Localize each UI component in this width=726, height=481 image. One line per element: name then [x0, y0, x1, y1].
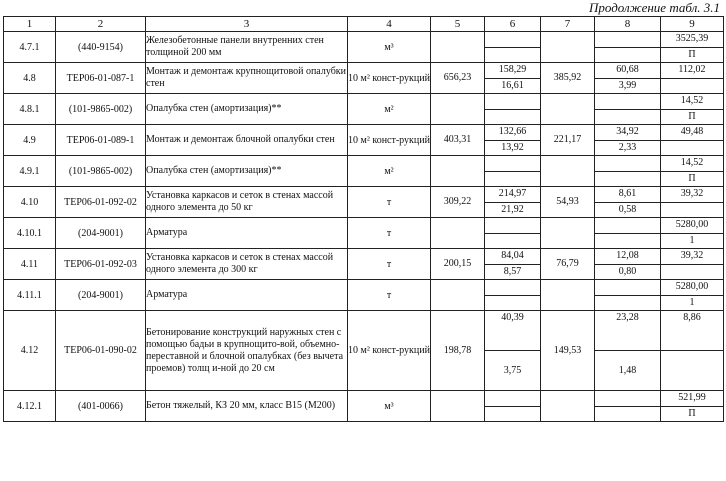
- col9-cell: [661, 94, 724, 125]
- work-name: [146, 32, 348, 63]
- work-name: [146, 311, 348, 391]
- col5-cell: [431, 63, 485, 94]
- table-row: [4, 63, 724, 94]
- col7-cell: [541, 125, 595, 156]
- col-header: 5: [431, 17, 485, 32]
- col9-cell: [661, 32, 724, 63]
- work-name: [146, 218, 348, 249]
- col9-cell: [661, 218, 724, 249]
- col9-top: 8,86: [661, 311, 723, 351]
- col8-cell: [595, 311, 661, 391]
- col5-cell: [431, 125, 485, 156]
- row-number-text: 4.9.1: [19, 165, 40, 177]
- col6-top: 84,04: [485, 249, 540, 265]
- col8-bottom: [595, 172, 660, 187]
- work-name: [146, 249, 348, 280]
- col6-top: [485, 391, 540, 407]
- col8-top: 12,08: [595, 249, 660, 265]
- rate-code-text: (204-9001): [78, 289, 123, 301]
- col6-top: 132,66: [485, 125, 540, 141]
- rate-code: [56, 94, 146, 125]
- row-number-text: 4.7.1: [19, 41, 40, 53]
- col9-bottom: П: [688, 111, 696, 123]
- col8-cell: [595, 32, 661, 63]
- work-name: [146, 187, 348, 218]
- unit-text: 10 м² конст-рукций: [348, 134, 430, 146]
- col7-value: 221,17: [553, 134, 582, 145]
- col9-bottom: 1: [689, 235, 695, 247]
- col9-cell: [661, 63, 724, 94]
- col8-bottom: [595, 234, 660, 249]
- col8-cell: [595, 156, 661, 187]
- col9-bottom: [661, 203, 723, 218]
- col6-cell: [485, 391, 541, 422]
- col9-bottom: П: [688, 49, 696, 61]
- col8-top: 23,28: [595, 311, 660, 351]
- unit: [348, 63, 431, 94]
- rate-code: [56, 218, 146, 249]
- col8-cell: [595, 249, 661, 280]
- col5-value: 200,15: [443, 258, 472, 269]
- unit-text: м²: [384, 165, 394, 177]
- col6-bottom: 3,75: [503, 365, 522, 376]
- col5-value: 198,78: [443, 344, 472, 356]
- work-name-text: Монтаж и демонтаж крупнощитовой опалубки стен: [146, 66, 346, 89]
- col-header: 9: [661, 17, 724, 32]
- unit-text: м²: [384, 103, 394, 115]
- unit: [348, 187, 431, 218]
- col5-cell: [431, 280, 485, 311]
- table-caption: Продолжение табл. 3.1: [589, 0, 720, 15]
- col9-cell: [661, 311, 724, 391]
- col6-top: 158,29: [485, 63, 540, 79]
- work-name-text: Установка каркасов и сеток в стенах массой одного элемента до 50 кг: [146, 190, 334, 213]
- row-number-text: 4.11.1: [17, 289, 42, 301]
- col8-cell: [595, 187, 661, 218]
- unit: [348, 249, 431, 280]
- col9-top: 112,02: [661, 63, 723, 79]
- col6-top: [485, 218, 540, 234]
- col7-cell: [541, 94, 595, 125]
- unit: [348, 125, 431, 156]
- rate-code: [56, 32, 146, 63]
- col9-cell: [661, 187, 724, 218]
- rate-code: [56, 311, 146, 391]
- row-number-text: 4.9: [23, 134, 36, 146]
- col7-cell: [541, 187, 595, 218]
- col9-top: 521,99: [661, 391, 723, 407]
- rate-code: [56, 391, 146, 422]
- col6-cell: [485, 63, 541, 94]
- col7-cell: [541, 156, 595, 187]
- rate-code: [56, 63, 146, 94]
- table-row: [4, 218, 724, 249]
- col6-cell: [485, 249, 541, 280]
- work-name-text: Бетонирование конструкций наружных стен с помощью бадьи в крупнощито-вой, объемно-переставной и блочной опалубках (без вычета проемов) толщ и-ной до 20 см: [146, 326, 344, 374]
- col6-bottom: 21,92: [501, 204, 524, 216]
- col9-bottom: П: [688, 408, 696, 420]
- work-name-text: Опалубка стен (амортизация)**: [146, 165, 282, 176]
- unit-text: т: [386, 258, 392, 270]
- unit: [348, 280, 431, 311]
- col7-cell: [541, 280, 595, 311]
- col9-top: 39,32: [661, 187, 723, 203]
- unit: [348, 218, 431, 249]
- rate-code-text: (101-9865-002): [68, 103, 133, 115]
- col9-top: 39,32: [661, 249, 723, 265]
- col5-value: 656,23: [443, 72, 472, 83]
- col6-cell: [485, 125, 541, 156]
- col7-cell: [541, 391, 595, 422]
- col8-bottom: 0,80: [618, 266, 637, 278]
- col5-value: 309,22: [443, 196, 472, 207]
- col6-top: [485, 32, 540, 48]
- row-number: [4, 218, 56, 249]
- col8-top: [595, 156, 660, 172]
- unit: [348, 94, 431, 125]
- unit: [348, 156, 431, 187]
- table-row: [4, 187, 724, 218]
- col7-cell: [541, 311, 595, 391]
- table-row: [4, 280, 724, 311]
- col-header: 2: [56, 17, 146, 32]
- row-number: [4, 187, 56, 218]
- col6-cell: [485, 187, 541, 218]
- col8-bottom: 2,33: [618, 142, 637, 154]
- rate-code: [56, 156, 146, 187]
- row-number-text: 4.11: [20, 258, 39, 270]
- estimate-table: [3, 16, 724, 422]
- rate-code: [56, 249, 146, 280]
- rate-code-text: ТЕР06-01-087-1: [66, 72, 135, 84]
- col7-value: 76,79: [556, 258, 579, 269]
- table-row: [4, 249, 724, 280]
- col6-cell: [485, 218, 541, 249]
- col5-cell: [431, 249, 485, 280]
- row-number-text: 4.10.1: [17, 227, 42, 239]
- unit-text: т: [386, 196, 392, 208]
- work-name-text: Бетон тяжелый, КЗ 20 мм, класс В15 (М200): [146, 400, 336, 411]
- work-name: [146, 94, 348, 125]
- col6-bottom: [485, 172, 540, 187]
- col6-bottom: 13,92: [501, 142, 524, 154]
- unit-text: м³: [384, 41, 394, 53]
- work-name-text: Арматура: [146, 227, 188, 238]
- col9-cell: [661, 249, 724, 280]
- col6-bottom: [485, 110, 540, 125]
- work-name-text: Монтаж и демонтаж блочной опалубки стен: [146, 134, 335, 145]
- col9-top: 14,52: [661, 94, 723, 110]
- table-row: [4, 32, 724, 63]
- col6-bottom: [485, 296, 540, 311]
- rate-code: [56, 187, 146, 218]
- work-name-text: Железобетонные панели внутренних стен толщиной 200 мм: [146, 35, 324, 58]
- unit-text: т: [386, 289, 392, 301]
- rate-code: [56, 280, 146, 311]
- row-number: [4, 156, 56, 187]
- col9-top: 49,48: [661, 125, 723, 141]
- col-header: 6: [485, 17, 541, 32]
- col9-bottom: 1: [689, 297, 695, 309]
- rate-code-text: (401-0066): [78, 400, 123, 412]
- col6-bottom: 16,61: [501, 80, 524, 92]
- col9-cell: [661, 280, 724, 311]
- col9-top: 5280,00: [661, 218, 723, 234]
- col8-top: [595, 218, 660, 234]
- col6-cell: [485, 32, 541, 63]
- row-number-text: 4.8.1: [19, 103, 40, 115]
- col6-cell: [485, 156, 541, 187]
- row-number-text: 4.12.1: [17, 400, 42, 412]
- col8-cell: [595, 125, 661, 156]
- table-row: [4, 156, 724, 187]
- col6-top: 40,39: [485, 311, 540, 351]
- col5-cell: [431, 311, 485, 391]
- col8-bottom: 0,58: [618, 204, 637, 216]
- col8-bottom: [595, 296, 660, 311]
- rate-code-text: (440-9154): [78, 41, 123, 53]
- col7-cell: [541, 249, 595, 280]
- row-number: [4, 311, 56, 391]
- col8-top: [595, 280, 660, 296]
- row-number: [4, 94, 56, 125]
- col8-bottom: [595, 110, 660, 125]
- work-name: [146, 391, 348, 422]
- col7-value: 149,53: [553, 344, 582, 356]
- col7-cell: [541, 63, 595, 94]
- col5-cell: [431, 32, 485, 63]
- col-header: 3: [146, 17, 348, 32]
- col8-bottom: 3,99: [618, 80, 637, 92]
- work-name: [146, 156, 348, 187]
- rate-code-text: (101-9865-002): [68, 165, 133, 177]
- col8-cell: [595, 218, 661, 249]
- col6-bottom: [485, 407, 540, 422]
- unit-text: м³: [384, 400, 394, 412]
- table-row: [4, 125, 724, 156]
- col6-top: [485, 156, 540, 172]
- col9-top: 14,52: [661, 156, 723, 172]
- rate-code-text: ТЕР06-01-089-1: [66, 134, 135, 146]
- row-number: [4, 280, 56, 311]
- col6-cell: [485, 94, 541, 125]
- unit: [348, 32, 431, 63]
- work-name-text: Арматура: [146, 289, 188, 300]
- header-row: [4, 17, 724, 32]
- col8-cell: [595, 391, 661, 422]
- row-number: [4, 249, 56, 280]
- col6-bottom: 8,57: [503, 266, 522, 278]
- col6-bottom: [485, 234, 540, 249]
- table-row: [4, 94, 724, 125]
- unit: [348, 391, 431, 422]
- rate-code-text: ТЕР06-01-090-02: [64, 345, 137, 356]
- col6-top: [485, 280, 540, 296]
- rate-code: [56, 125, 146, 156]
- row-number: [4, 125, 56, 156]
- col6-bottom: [485, 48, 540, 63]
- col8-cell: [595, 280, 661, 311]
- col6-cell: [485, 280, 541, 311]
- row-number-text: 4.12: [20, 345, 39, 356]
- col8-cell: [595, 63, 661, 94]
- row-number-text: 4.10: [20, 196, 39, 208]
- col9-cell: [661, 391, 724, 422]
- col8-bottom: [595, 407, 660, 422]
- col6-top: 214,97: [485, 187, 540, 203]
- col8-top: [595, 94, 660, 110]
- work-name: [146, 280, 348, 311]
- col9-bottom: [661, 141, 723, 156]
- col9-top: 3525,39: [661, 32, 723, 48]
- row-number: [4, 391, 56, 422]
- col5-cell: [431, 187, 485, 218]
- col9-bottom: П: [688, 173, 696, 185]
- col8-top: 34,92: [595, 125, 660, 141]
- col9-bottom: [661, 351, 723, 390]
- work-name-text: Установка каркасов и сеток в стенах массой одного элемента до 300 кг: [146, 252, 334, 275]
- col-header: 4: [348, 17, 431, 32]
- row-number: [4, 32, 56, 63]
- col5-value: 403,31: [443, 134, 472, 145]
- col7-value: 54,93: [556, 196, 579, 207]
- col9-cell: [661, 156, 724, 187]
- row-number-text: 4.8: [23, 72, 36, 84]
- work-name: [146, 63, 348, 94]
- col5-cell: [431, 156, 485, 187]
- unit-text: 10 м² конст-рукций: [348, 345, 430, 356]
- col9-bottom: [661, 79, 723, 94]
- col8-top: [595, 32, 660, 48]
- col6-top: [485, 94, 540, 110]
- col9-top: 5280,00: [661, 280, 723, 296]
- col-header: 8: [595, 17, 661, 32]
- table-row: [4, 311, 724, 391]
- unit: [348, 311, 431, 391]
- col8-bottom: [595, 48, 660, 63]
- rate-code-text: (204-9001): [78, 227, 123, 239]
- work-name-text: Опалубка стен (амортизация)**: [146, 103, 282, 114]
- table-row: [4, 391, 724, 422]
- rate-code-text: ТЕР06-01-092-02: [64, 196, 137, 208]
- col8-top: [595, 391, 660, 407]
- col5-cell: [431, 94, 485, 125]
- col5-cell: [431, 218, 485, 249]
- col7-value: 385,92: [553, 72, 582, 83]
- col-header: 1: [4, 17, 56, 32]
- col7-cell: [541, 218, 595, 249]
- unit-text: 10 м² конст-рукций: [348, 72, 430, 84]
- col8-bottom: 1,48: [618, 365, 637, 376]
- col9-bottom: [661, 265, 723, 280]
- row-number: [4, 63, 56, 94]
- col8-top: 60,68: [595, 63, 660, 79]
- col8-top: 8,61: [595, 187, 660, 203]
- unit-text: т: [386, 227, 392, 239]
- col8-cell: [595, 94, 661, 125]
- col9-cell: [661, 125, 724, 156]
- col7-cell: [541, 32, 595, 63]
- col6-cell: [485, 311, 541, 391]
- col-header: 7: [541, 17, 595, 32]
- col5-cell: [431, 391, 485, 422]
- work-name: [146, 125, 348, 156]
- rate-code-text: ТЕР06-01-092-03: [64, 258, 137, 270]
